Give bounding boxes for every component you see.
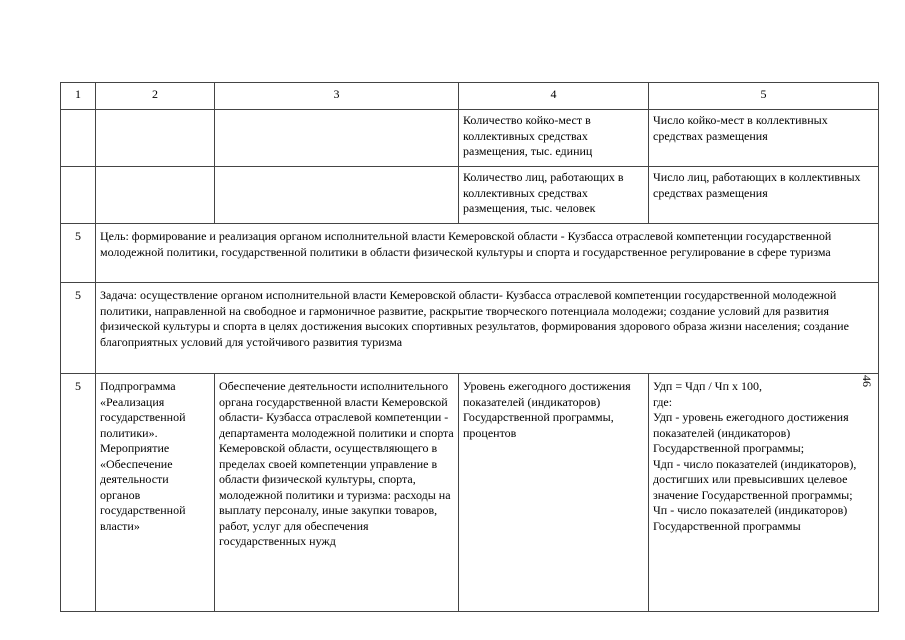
header-cell-3: 3 xyxy=(215,83,459,110)
row-number: 5 xyxy=(61,374,96,612)
empty-cell xyxy=(96,167,215,224)
header-cell-5: 5 xyxy=(649,83,879,110)
goal-row xyxy=(61,224,879,283)
indicator-name-cell: Уровень ежегодного достижения показателей (индикаторов) Государственной программы, процентов xyxy=(459,374,649,612)
subprogram-cell: Подпрограмма «Реализация государственной политики». Мероприятие «Обеспечение деятельности органов государственной власти» xyxy=(96,374,215,612)
indicator-method-cell: Число койко-мест в коллективных средствах размещения xyxy=(649,110,879,167)
indicator-method-cell: Удп = Чдп / Чп x 100, где: Удп - уровень ежегодного достижения показателей (индикаторов) Государственной программы; Чдп - число показателей (индикаторов), достигших или превысивших целевое значение Государственной программы; Чп - число показателей (индикаторов) Государственной программы xyxy=(649,374,879,612)
empty-cell xyxy=(215,110,459,167)
table-row xyxy=(61,167,879,224)
task-text: Задача: осуществление органом исполнительной власти Кемеровской области- Кузбасса отраслевой компетенции государственной молодежной политики, направленной на свободное и гармоничное развитие, раскрытие творческого потенциала молодежи; создание условий для развития физической культуры и спорта в целях достижения высоких спортивных результатов, формирования здорового образа жизни населения; создание благоприятных условий для устойчивого развития туризма xyxy=(96,283,879,374)
empty-cell xyxy=(96,110,215,167)
header-cell-1: 1 xyxy=(61,83,96,110)
activity-cell: Обеспечение деятельности исполнительного органа государственной власти Кемеровской области- Кузбасса отраслевой компетенции - департамента молодежной политики и спорта Кемеровской области, осуществляющего в пределах своей компетенции управление в области физической культуры, спорта, молодежной политики и туризма: расходы на выплату персоналу, иные закупки товаров, работ, услуг для обеспечения государственных нужд xyxy=(215,374,459,612)
row-number: 5 xyxy=(61,224,96,283)
header-cell-4: 4 xyxy=(459,83,649,110)
indicator-name-cell: Количество койко-мест в коллективных средствах размещения, тыс. единиц xyxy=(459,110,649,167)
indicator-method-cell: Число лиц, работающих в коллективных средствах размещения xyxy=(649,167,879,224)
empty-cell xyxy=(61,167,96,224)
page-number: 46 xyxy=(860,375,874,387)
header-row xyxy=(61,83,879,110)
indicators-table xyxy=(60,82,879,612)
empty-cell xyxy=(215,167,459,224)
empty-cell xyxy=(61,110,96,167)
row-number: 5 xyxy=(61,283,96,374)
goal-text: Цель: формирование и реализация органом исполнительной власти Кемеровской области - Кузбасса отраслевой компетенции государственной молодежной политики, государственной политики в области физической культуры и спорта и государственное регулирование в сфере туризма xyxy=(96,224,879,283)
program-row xyxy=(61,374,879,612)
task-row xyxy=(61,283,879,374)
table-row xyxy=(61,110,879,167)
header-cell-2: 2 xyxy=(96,83,215,110)
indicator-name-cell: Количество лиц, работающих в коллективных средствах размещения, тыс. человек xyxy=(459,167,649,224)
